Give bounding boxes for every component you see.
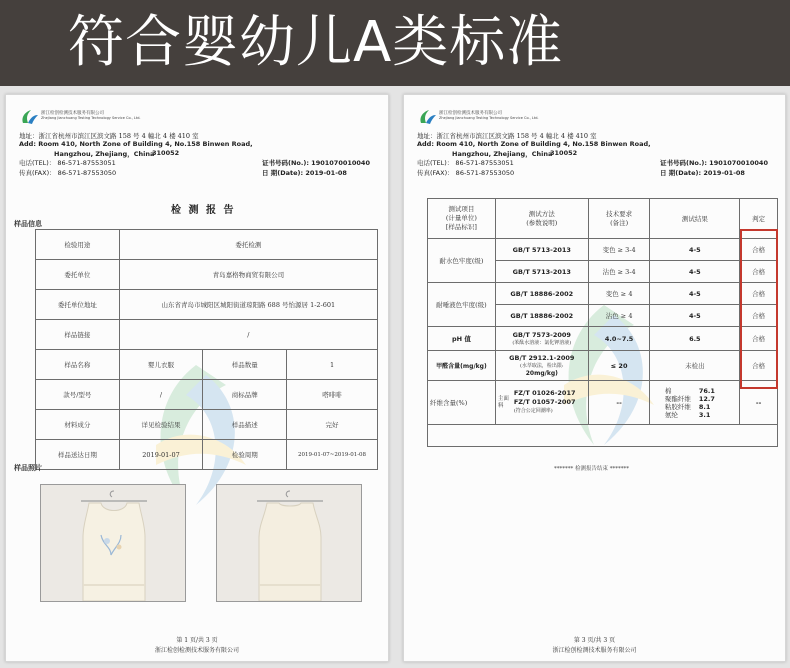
address-en-2: Hangzhou, Zhejiang，China xyxy=(54,150,155,158)
cell-requirement: ≤ 20 xyxy=(588,351,650,381)
footer-company: 浙江检创检测技术服务有限公司 xyxy=(154,647,239,654)
cell-judgement: 合格 xyxy=(740,351,778,381)
fiber-name: 棉 xyxy=(664,386,672,395)
cell-item: pH 值 xyxy=(428,327,496,351)
cell-value: 山东省青岛市城阳区城阳街道琼阳路 688 号怡源居 1-2-601 xyxy=(119,290,377,320)
cell-method: GB/T 18886-2002 xyxy=(495,283,588,305)
address-en-2: Hangzhou, Zhejiang，China xyxy=(452,150,553,158)
report-date: 日 期(Date): 2019-01-08 xyxy=(660,169,745,177)
cell-value: 完好 xyxy=(287,410,378,440)
table-row xyxy=(36,260,378,290)
cell-result: 4-5 xyxy=(650,261,740,283)
table-row xyxy=(36,350,378,380)
cell-requirement: 4.0~7.5 xyxy=(588,327,650,351)
cell-value: 青岛嘉格物商贸有限公司 xyxy=(119,260,377,290)
cell-value: 2019-01-07~2019-01-08 xyxy=(287,440,378,470)
cell-label: 检验周期 xyxy=(203,440,287,470)
table-row xyxy=(36,410,378,440)
company-name-cn: 浙江检创检测技术服务有限公司 xyxy=(41,111,104,116)
cell-value: 婴儿衣服 xyxy=(119,350,203,380)
table-row xyxy=(36,440,378,470)
fiber-part: 主面料 xyxy=(497,395,509,409)
sample-photo-back xyxy=(216,484,362,602)
fiber-name: 粘胶纤维 xyxy=(664,402,691,411)
cell-result: 4-5 xyxy=(650,239,740,261)
fiber-method-1: FZ/T 01026-2017 xyxy=(513,389,576,397)
header-requirement: 技术要求 (备注) xyxy=(588,199,650,239)
postcode: 310052 xyxy=(550,149,578,157)
cell-value: 嗒啡啡 xyxy=(287,380,378,410)
cell-value: 详见检验结果 xyxy=(119,410,203,440)
section-sample-info: 样品信息 xyxy=(14,219,42,228)
tel: 电话(TEL)： 86-571-87553051 xyxy=(417,159,514,167)
cell-method: GB/T 5713-2013 xyxy=(495,239,588,261)
fiber-value: 3.1 xyxy=(698,410,711,419)
table-row xyxy=(428,381,778,425)
cell-result: 6.5 xyxy=(650,327,740,351)
method-note: (苯酞水溶液：氯化钾溶液) xyxy=(512,339,572,346)
fiber-item-label: 纤维含量(%) xyxy=(430,399,468,407)
cell-label: 商标品牌 xyxy=(203,380,287,410)
banner xyxy=(0,0,790,86)
table-row xyxy=(428,283,778,305)
cell-label: 样品数量 xyxy=(203,350,287,380)
header-item: 测试项目 (计量单位) [样品标识] xyxy=(428,199,496,239)
report-title: 检 测 报 告 xyxy=(171,205,236,216)
cell-result: 4-5 xyxy=(650,305,740,327)
cell-label: 款号/型号 xyxy=(36,380,120,410)
header-method: 测试方法 (参数说明) xyxy=(495,199,588,239)
cell-judgement: 合格 xyxy=(740,305,778,327)
page-number: 第 1 页/共 3 页 xyxy=(176,637,218,644)
table-header-row xyxy=(428,199,778,239)
postcode: 310052 xyxy=(152,149,180,157)
cell-item xyxy=(428,381,496,425)
cell-method: GB/T 5713-2013 xyxy=(495,261,588,283)
fiber-name: 氨纶 xyxy=(664,410,678,419)
address-en-1: Add: Room 410, North Zone of Building 4, No.158 Binwen Road, xyxy=(19,140,253,148)
footer-company: 浙江检创检测技术服务有限公司 xyxy=(552,647,637,654)
report-date: 日 期(Date): 2019-01-08 xyxy=(262,169,347,177)
cell-method xyxy=(495,381,588,425)
cell-requirement: 沾色 ≥ 3-4 xyxy=(588,261,650,283)
method-note-2: 20mg/kg) xyxy=(525,369,558,377)
address-cn: 地址：浙江省杭州市滨江区滨文路 158 号 4 幢北 4 楼 410 室 xyxy=(417,132,597,140)
garment-back-image xyxy=(217,485,362,602)
company-logo-icon xyxy=(417,109,437,125)
fiber-value: 12.7 xyxy=(698,394,715,403)
table-row xyxy=(428,327,778,351)
empty-cell xyxy=(428,425,778,447)
method-name: GB/T 7573-2009 xyxy=(512,330,571,339)
cell-requirement: 沾色 ≥ 4 xyxy=(588,305,650,327)
report-page-3 xyxy=(403,94,786,662)
company-name-en: Zhejiang Jianchuang Testing Technology Service Co., Ltd. xyxy=(41,116,141,120)
banner-title: 符合婴幼儿A类标准 xyxy=(68,10,564,75)
cell-result: 未检出 xyxy=(650,351,740,381)
report-page-1 xyxy=(5,94,389,662)
cell-method xyxy=(495,351,588,381)
company-logo-icon xyxy=(19,109,39,125)
tel: 电话(TEL)： 86-571-87553051 xyxy=(19,159,116,167)
cell-judgement: -- xyxy=(740,381,778,425)
table-row-empty xyxy=(428,425,778,447)
table-row xyxy=(428,351,778,381)
company-name-cn: 浙江检创检测技术服务有限公司 xyxy=(439,111,502,116)
cell-value: / xyxy=(119,380,203,410)
table-row xyxy=(36,380,378,410)
fiber-value: 8.1 xyxy=(698,402,711,411)
cell-judgement: 合格 xyxy=(740,327,778,351)
table-row xyxy=(428,239,778,261)
fax: 传真(FAX)： 86-571-87553050 xyxy=(19,169,117,177)
page-number: 第 3 页/共 3 页 xyxy=(573,637,616,644)
address-en-1: Add: Room 410, North Zone of Building 4, No.158 Binwen Road, xyxy=(417,140,651,148)
garment-front-image xyxy=(41,485,186,602)
cell-item: 耐水色牢度(级) xyxy=(428,239,496,283)
test-results-table xyxy=(427,198,778,447)
cell-label: 样品名称 xyxy=(36,350,120,380)
company-name-en: Zhejiang Jianchuang Testing Technology Service Co., Ltd. xyxy=(439,116,539,120)
fiber-value: 76.1 xyxy=(698,386,715,395)
cell-judgement: 合格 xyxy=(740,239,778,261)
cell-method: GB/T 18886-2002 xyxy=(495,305,588,327)
section-sample-photos: 样品照片 xyxy=(14,463,42,472)
cell-result xyxy=(650,381,740,425)
method-name: GB/T 2912.1-2009 xyxy=(509,353,575,362)
cell-requirement: 变色 ≥ 4 xyxy=(588,283,650,305)
cell-requirement: -- xyxy=(588,381,650,425)
sample-photo-front xyxy=(40,484,186,602)
cell-judgement: 合格 xyxy=(740,283,778,305)
cell-method xyxy=(495,327,588,351)
cell-label: 样品描述 xyxy=(203,410,287,440)
judgement-highlight-box xyxy=(740,229,778,389)
fiber-method-note: (符合公定回潮率) xyxy=(513,408,553,414)
cell-requirement: 变色 ≥ 3-4 xyxy=(588,239,650,261)
cell-label: 样品送达日期 xyxy=(36,440,120,470)
cell-judgement: 合格 xyxy=(740,261,778,283)
cell-label: 检验用途 xyxy=(36,230,120,260)
cell-label: 委托单位地址 xyxy=(36,290,120,320)
cell-value: 2019-01-07 xyxy=(119,440,203,470)
cell-label: 样品链接 xyxy=(36,320,120,350)
end-of-report-note: ******* 检测报告结束 ******* xyxy=(554,466,629,472)
header-judgement: 判定 xyxy=(740,199,778,239)
method-note: (水萃取法，检出限: xyxy=(519,362,564,369)
cell-value: 委托检测 xyxy=(119,230,377,260)
cell-result: 4-5 xyxy=(650,283,740,305)
cell-item: 甲醛含量(mg/kg) xyxy=(428,351,496,381)
header-result: 测试结果 xyxy=(650,199,740,239)
table-row xyxy=(36,320,378,350)
table-row xyxy=(36,230,378,260)
fiber-name: 聚酯纤维 xyxy=(664,394,691,403)
cell-value: 1 xyxy=(287,350,378,380)
cell-item: 耐唾液色牢度(级) xyxy=(428,283,496,327)
sample-info-table xyxy=(35,229,378,470)
cert-no: 证书号码(No.): 1901070010040 xyxy=(262,159,370,167)
table-row xyxy=(36,290,378,320)
fiber-method-2: FZ/T 01057-2007 xyxy=(513,398,576,406)
cell-label: 材料成分 xyxy=(36,410,120,440)
cert-no: 证书号码(No.): 1901070010040 xyxy=(660,159,768,167)
fax: 传真(FAX)： 86-571-87553050 xyxy=(417,169,515,177)
cell-label: 委托单位 xyxy=(36,260,120,290)
cell-value: / xyxy=(119,320,377,350)
address-cn: 地址：浙江省杭州市滨江区滨文路 158 号 4 幢北 4 楼 410 室 xyxy=(19,132,199,140)
